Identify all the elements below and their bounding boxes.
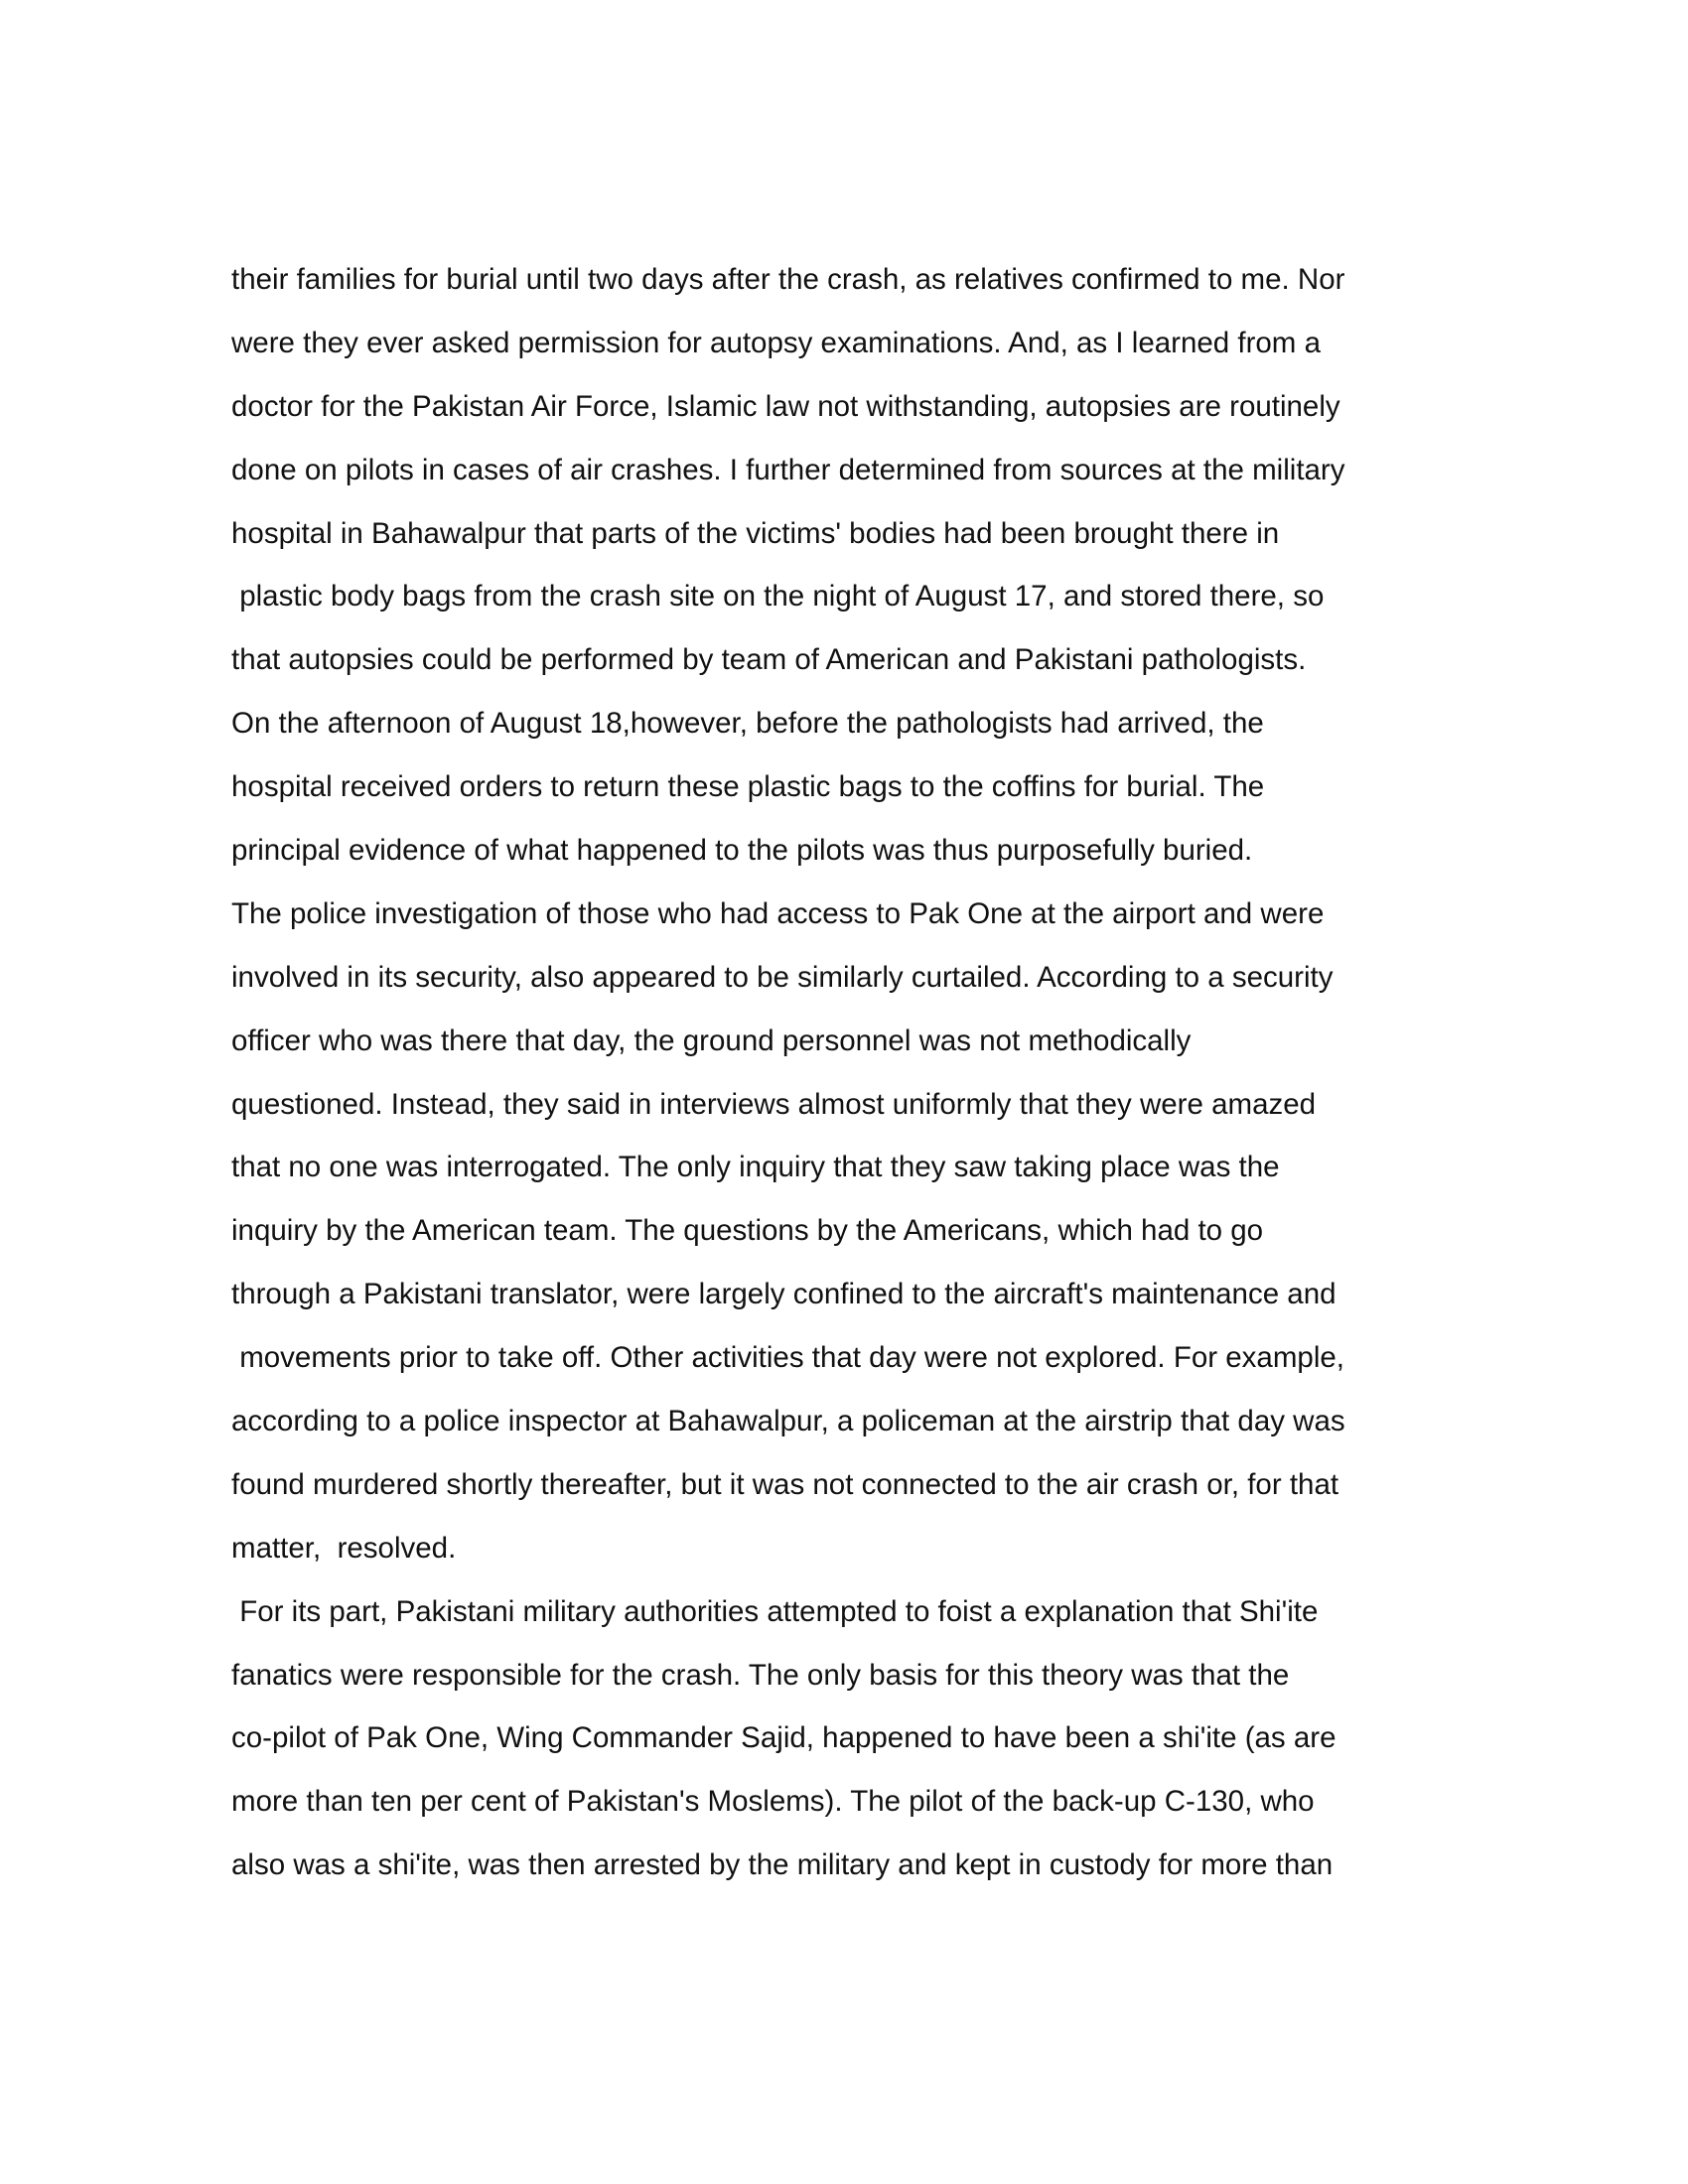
text-line: also was a shi'ite, was then arrested by the military and kept in custody for more than <box>231 1848 1334 1882</box>
text-line: principal evidence of what happened to the pilots was thus purposefully buried. <box>231 834 1253 868</box>
text-line: found murdered shortly thereafter, but it was not connected to the air crash or, for that <box>231 1467 1339 1501</box>
text-line: questioned. Instead, they said in interviews almost uniformly that they were amazed <box>231 1087 1317 1121</box>
text-line: that autopsies could be performed by team of American and Pakistani pathologists. <box>231 643 1307 677</box>
text-line: doctor for the Pakistan Air Force, Islamic law not withstanding, autopsies are routinely <box>231 389 1340 423</box>
text-line: more than ten per cent of Pakistan's Moslems). The pilot of the back-up C-130, who <box>231 1785 1315 1819</box>
text-line: were they ever asked permission for autopsy examinations. And, as I learned from a <box>231 326 1321 359</box>
text-line: involved in its security, also appeared to be similarly curtailed. According to a security <box>231 960 1334 994</box>
body-text <box>231 248 1482 1897</box>
text-line: matter, resolved. <box>231 1531 457 1565</box>
text-line: For its part, Pakistani military authorities attempted to foist a explanation that Shi'ite <box>231 1594 1319 1628</box>
text-line: done on pilots in cases of air crashes. I further determined from sources at the military <box>231 453 1345 486</box>
text-line: officer who was there that day, the ground personnel was not methodically <box>231 1024 1192 1057</box>
text-line: inquiry by the American team. The questions by the Americans, which had to go <box>231 1214 1264 1248</box>
text-line: movements prior to take off. Other activities that day were not explored. For example, <box>231 1341 1344 1375</box>
text-line: co-pilot of Pak One, Wing Commander Sajid, happened to have been a shi'ite (as are <box>231 1721 1336 1755</box>
text-line: fanatics were responsible for the crash. The only basis for this theory was that the <box>231 1658 1290 1692</box>
text-line: that no one was interrogated. The only inquiry that they saw taking place was the <box>231 1151 1280 1184</box>
text-line: hospital in Bahawalpur that parts of the victims' bodies had been brought there in <box>231 516 1280 550</box>
text-line: through a Pakistani translator, were largely confined to the aircraft's maintenance and <box>231 1278 1336 1311</box>
text-line: plastic body bags from the crash site on the night of August 17, and stored there, so <box>231 580 1325 614</box>
text-line: according to a police inspector at Bahawalpur, a policeman at the airstrip that day was <box>231 1405 1345 1438</box>
text-line: On the afternoon of August 18,however, before the pathologists had arrived, the <box>231 707 1264 741</box>
text-line: The police investigation of those who had access to Pak One at the airport and were <box>231 896 1325 930</box>
text-line: hospital received orders to return these plastic bags to the coffins for burial. The <box>231 770 1265 804</box>
text-line: their families for burial until two days after the crash, as relatives confirmed to me. Nor <box>231 263 1345 296</box>
